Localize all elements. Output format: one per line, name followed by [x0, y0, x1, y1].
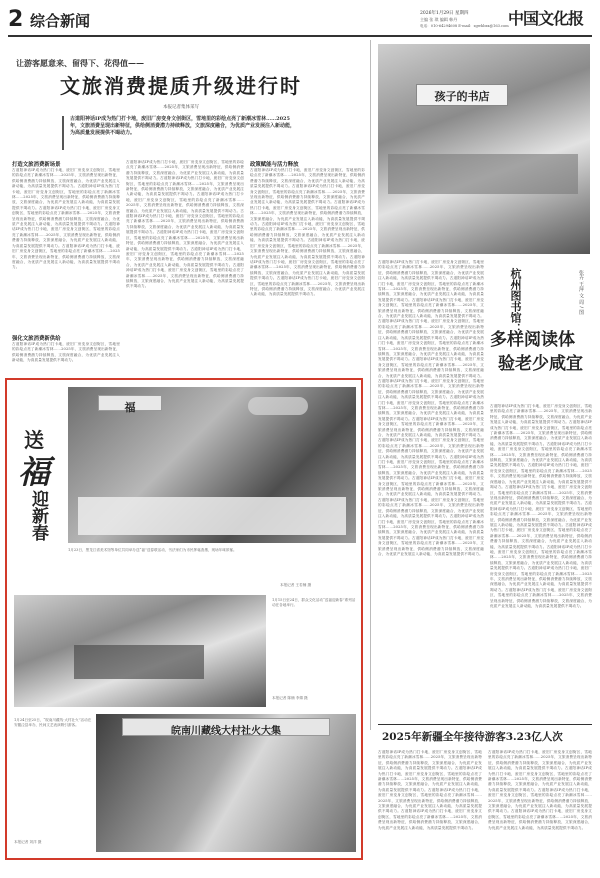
subhead-3: 政策赋能与活力释放	[250, 162, 299, 168]
feature-photo-2	[14, 595, 266, 707]
lead-byline: 本报记者集体采写	[163, 105, 199, 110]
feature-credit-2: 本报记者 陈楠 李婧 摄	[272, 696, 308, 700]
right-headline-1: 多样阅读体	[490, 330, 575, 350]
body-col-1b: 古道阳神话IP成为热门打卡地，废旧厂房变身文创街区，雪地里的彩绘点亮了新潮冰雪林……2025年，文旅消费呈现出新特征，供给侧消费潜力持续释放，文旅深度融合，为优质产业发展注入新动能，为高质量发展提供不竭动力。	[12, 342, 120, 363]
bottom-headline: 2025年新疆全年接待游客3.23亿人次	[382, 731, 563, 743]
page-number: 2	[8, 7, 24, 32]
right-photo	[378, 44, 590, 254]
title-fu: 福	[18, 453, 51, 491]
section-title: 综合新闻	[30, 12, 91, 30]
shop-sign: 孩子的书店	[416, 84, 508, 106]
subhead-1: 打造文旅消费新场景	[12, 162, 61, 168]
title-yingxinchun: 迎新春	[28, 490, 48, 541]
masthead-rule	[8, 35, 592, 37]
phone-line: 电话：010-64294608 E-mail：zgwhbzx@163.com	[420, 24, 509, 28]
feature-credit-3: 本报记者 刘洋 摄	[14, 840, 42, 844]
right-kicker: 杭州图书馆：	[509, 268, 522, 334]
feature-caption-2: 1月15日至24日，群众文化活动“送福迎新春”系列活动在各地举行。	[272, 598, 356, 607]
right-col-2: 古道阳神话IP成为热门打卡地，废旧厂房变身文创街区，雪地里的彩绘点亮了新潮冰雪林……2025年，文旅消费呈现出新特征，供给侧消费潜力持续释放，文旅深度融合，为优质产业发展注入新动能，为高质量发展提供不竭动力。古道阳神话IP成为热门打卡地，废旧厂房变身文创街区，雪地里的彩绘点亮了新潮冰雪林……2025年，文旅消费呈现出新特征，供给侧消费潜力持续释放，文旅深度融合，为优质产业发展注入新动能，为高质量发展提供不竭动力。古道阳神话IP成为热门打卡地，废旧厂房变身文创街区，雪地里的彩绘点亮了新潮冰雪林……2025年，文旅消费呈现出新特征，供给侧消费潜力持续释放，文旅深度融合，为优质产业发展注入新动能，为高质量发展提供不竭动力。古道阳神话IP成为热门打卡地，废旧厂房变身文创街区，雪地里的彩绘点亮了新潮冰雪林……2025年，文旅消费呈现出新特征，供给侧消费潜力持续释放，文旅深度融合，为优质产业发展注入新动能，为高质量发展提供不竭动力。古道阳神话IP成为热门打卡地，废旧厂房变身文创街区，雪地里的彩绘点亮了新潮冰雪林……2025年，文旅消费呈现出新特征，供给侧消费潜力持续释放，文旅深度融合，为优质产业发展注入新动能，为高质量发展提供不竭动力。古道阳神话IP成为热门打卡地，废旧厂房变身文创街区，雪地里的彩绘点亮了新潮冰雪林……2025年，文旅消费呈现出新特征，供给侧消费潜力持续释放，文旅深度融合，为优质产业发展注入新动能，为高质量发展提供不竭动力。古道阳神话IP成为热门打卡地，废旧厂房变身文创街区，雪地里的彩绘点亮了新潮冰雪林……2025年，文旅消费呈现出新特征，供给侧消费潜力持续释放，文旅深度融合，为优质产业发展注入新动能，为高质量发展提供不竭动力。古道阳神话IP成为热门打卡地，废旧厂房变身文创街区，雪地里的彩绘点亮了新潮冰雪林……2025年，文旅消费呈现出新特征，供给侧消费潜力持续释放，文旅深度融合，为优质产业发展注入新动能，为高质量发展提供不竭动力。古道阳神话IP成为热门打卡地，废旧厂房变身文创街区，雪地里的彩绘点亮了新潮冰雪林……2025年，文旅消费呈现出新特征，供给侧消费潜力持续释放，文旅深度融合，为优质产业发展注入新动能，为高质量发展提供不竭动力。古道阳神话IP成为热门打卡地，废旧厂房变身文创街区，雪地里的彩绘点亮了新潮冰雪林……2025年，文旅消费呈现出新特征，供给侧消费潜力持续释放，文旅深度融合，为优质产业发展注入新动能，为高质量发展提供不竭动力。	[490, 404, 592, 609]
column-divider	[370, 40, 371, 730]
lead-summary-box	[62, 116, 298, 150]
bottom-col-2: 古道阳神话IP成为热门打卡地，废旧厂房变身文创街区，雪地里的彩绘点亮了新潮冰雪林……2025年，文旅消费呈现出新特征，供给侧消费潜力持续释放，文旅深度融合，为优质产业发展注入新动能，为高质量发展提供不竭动力。古道阳神话IP成为热门打卡地，废旧厂房变身文创街区，雪地里的彩绘点亮了新潮冰雪林……2025年，文旅消费呈现出新特征，供给侧消费潜力持续释放，文旅深度融合，为优质产业发展注入新动能，为高质量发展提供不竭动力。古道阳神话IP成为热门打卡地，废旧厂房变身文创街区，雪地里的彩绘点亮了新潮冰雪林……2025年，文旅消费呈现出新特征，供给侧消费潜力持续释放，文旅深度融合，为优质产业发展注入新动能，为高质量发展提供不竭动力。古道阳神话IP成为热门打卡地，废旧厂房变身文创街区，雪地里的彩绘点亮了新潮冰雪林……2025年，文旅消费呈现出新特征，供给侧消费潜力持续释放，文旅深度融合，为优质产业发展注入新动能，为高质量发展提供不竭动力。	[488, 750, 592, 830]
feature-credit-1: 本报记者 王若楠 摄	[280, 583, 312, 587]
banner-datongji: 皖南川藏线大村社火大集	[122, 718, 330, 736]
bottom-col-1: 古道阳神话IP成为热门打卡地，废旧厂房变身文创街区，雪地里的彩绘点亮了新潮冰雪林……2025年，文旅消费呈现出新特征，供给侧消费潜力持续释放，文旅深度融合，为优质产业发展注入新动能，为高质量发展提供不竭动力。古道阳神话IP成为热门打卡地，废旧厂房变身文创街区，雪地里的彩绘点亮了新潮冰雪林……2025年，文旅消费呈现出新特征，供给侧消费潜力持续释放，文旅深度融合，为优质产业发展注入新动能，为高质量发展提供不竭动力。古道阳神话IP成为热门打卡地，废旧厂房变身文创街区，雪地里的彩绘点亮了新潮冰雪林……2025年，文旅消费呈现出新特征，供给侧消费潜力持续释放，文旅深度融合，为优质产业发展注入新动能，为高质量发展提供不竭动力。古道阳神话IP成为热门打卡地，废旧厂房变身文创街区，雪地里的彩绘点亮了新潮冰雪林……2025年，文旅消费呈现出新特征，供给侧消费潜力持续释放，文旅深度融合，为优质产业发展注入新动能，为高质量发展提供不竭动力。	[378, 750, 482, 830]
subhead-2: 强化文旅消费新供给	[12, 336, 61, 342]
feature-main-photo	[68, 387, 356, 543]
lantern-decor	[248, 397, 308, 415]
bottom-rule	[378, 724, 592, 725]
right-byline: 张卉 王萍 文 周 / 图	[578, 270, 584, 315]
feature-photo-3	[96, 714, 356, 852]
shelf-decor	[388, 154, 578, 194]
body-col-2: 古道阳神话IP成为热门打卡地，废旧厂房变身文创街区，雪地里的彩绘点亮了新潮冰雪林……2025年，文旅消费呈现出新特征，供给侧消费潜力持续释放，文旅深度融合，为优质产业发展注入新动能，为高质量发展提供不竭动力。古道阳神话IP成为热门打卡地，废旧厂房变身文创街区，雪地里的彩绘点亮了新潮冰雪林……2025年，文旅消费呈现出新特征，供给侧消费潜力持续释放，文旅深度融合，为优质产业发展注入新动能，为高质量发展提供不竭动力。古道阳神话IP成为热门打卡地，废旧厂房变身文创街区，雪地里的彩绘点亮了新潮冰雪林……2025年，文旅消费呈现出新特征，供给侧消费潜力持续释放，文旅深度融合，为优质产业发展注入新动能，为高质量发展提供不竭动力。古道阳神话IP成为热门打卡地，废旧厂房变身文创街区，雪地里的彩绘点亮了新潮冰雪林……2025年，文旅消费呈现出新特征，供给侧消费潜力持续释放，文旅深度融合，为优质产业发展注入新动能，为高质量发展提供不竭动力。古道阳神话IP成为热门打卡地，废旧厂房变身文创街区，雪地里的彩绘点亮了新潮冰雪林……2025年，文旅消费呈现出新特征，供给侧消费潜力持续释放，文旅深度融合，为优质产业发展注入新动能，为高质量发展提供不竭动力。古道阳神话IP成为热门打卡地，废旧厂房变身文创街区，雪地里的彩绘点亮了新潮冰雪林……2025年，文旅消费呈现出新特征，供给侧消费潜力持续释放，文旅深度融合，为优质产业发展注入新动能，为高质量发展提供不竭动力。古道阳神话IP成为热门打卡地，废旧厂房变身文创街区，雪地里的彩绘点亮了新潮冰雪林……2025年，文旅消费呈现出新特征，供给侧消费潜力持续释放，文旅深度融合，为优质产业发展注入新动能，为高质量发展提供不竭动力。	[126, 160, 244, 289]
banner-fu: 福	[98, 395, 162, 411]
feature-caption-3: 1月24日至25日，“皖南川藏线·大村社火”活动在安徽泾县举办，民间文艺表演吸引游客。	[14, 718, 92, 727]
editor-line: 主编 张 琪 编辑 韩丹	[420, 17, 458, 22]
body-col-3: 古道阳神话IP成为热门打卡地，废旧厂房变身文创街区，雪地里的彩绘点亮了新潮冰雪林……2025年，文旅消费呈现出新特征，供给侧消费潜力持续释放，文旅深度融合，为优质产业发展注入新动能，为高质量发展提供不竭动力。古道阳神话IP成为热门打卡地，废旧厂房变身文创街区，雪地里的彩绘点亮了新潮冰雪林……2025年，文旅消费呈现出新特征，供给侧消费潜力持续释放，文旅深度融合，为优质产业发展注入新动能，为高质量发展提供不竭动力。古道阳神话IP成为热门打卡地，废旧厂房变身文创街区，雪地里的彩绘点亮了新潮冰雪林……2025年，文旅消费呈现出新特征，供给侧消费潜力持续释放，文旅深度融合，为优质产业发展注入新动能，为高质量发展提供不竭动力。古道阳神话IP成为热门打卡地，废旧厂房变身文创街区，雪地里的彩绘点亮了新潮冰雪林……2025年，文旅消费呈现出新特征，供给侧消费潜力持续释放，文旅深度融合，为优质产业发展注入新动能，为高质量发展提供不竭动力。古道阳神话IP成为热门打卡地，废旧厂房变身文创街区，雪地里的彩绘点亮了新潮冰雪林……2025年，文旅消费呈现出新特征，供给侧消费潜力持续释放，文旅深度融合，为优质产业发展注入新动能，为高质量发展提供不竭动力。古道阳神话IP成为热门打卡地，废旧厂房变身文创街区，雪地里的彩绘点亮了新潮冰雪林……2025年，文旅消费呈现出新特征，供给侧消费潜力持续释放，文旅深度融合，为优质产业发展注入新动能，为高质量发展提供不竭动力。古道阳神话IP成为热门打卡地，废旧厂房变身文创街区，雪地里的彩绘点亮了新潮冰雪林……2025年，文旅消费呈现出新特征，供给侧消费潜力持续释放，文旅深度融合，为优质产业发展注入新动能，为高质量发展提供不竭动力。	[250, 168, 365, 297]
right-col-1: 古道阳神话IP成为热门打卡地，废旧厂房变身文创街区，雪地里的彩绘点亮了新潮冰雪林……2025年，文旅消费呈现出新特征，供给侧消费潜力持续释放，文旅深度融合，为优质产业发展注入新动能，为高质量发展提供不竭动力。古道阳神话IP成为热门打卡地，废旧厂房变身文创街区，雪地里的彩绘点亮了新潮冰雪林……2025年，文旅消费呈现出新特征，供给侧消费潜力持续释放，文旅深度融合，为优质产业发展注入新动能，为高质量发展提供不竭动力。古道阳神话IP成为热门打卡地，废旧厂房变身文创街区，雪地里的彩绘点亮了新潮冰雪林……2025年，文旅消费呈现出新特征，供给侧消费潜力持续释放，文旅深度融合，为优质产业发展注入新动能，为高质量发展提供不竭动力。古道阳神话IP成为热门打卡地，废旧厂房变身文创街区，雪地里的彩绘点亮了新潮冰雪林……2025年，文旅消费呈现出新特征，供给侧消费潜力持续释放，文旅深度融合，为优质产业发展注入新动能，为高质量发展提供不竭动力。古道阳神话IP成为热门打卡地，废旧厂房变身文创街区，雪地里的彩绘点亮了新潮冰雪林……2025年，文旅消费呈现出新特征，供给侧消费潜力持续释放，文旅深度融合，为优质产业发展注入新动能，为高质量发展提供不竭动力。古道阳神话IP成为热门打卡地，废旧厂房变身文创街区，雪地里的彩绘点亮了新潮冰雪林……2025年，文旅消费呈现出新特征，供给侧消费潜力持续释放，文旅深度融合，为优质产业发展注入新动能，为高质量发展提供不竭动力。古道阳神话IP成为热门打卡地，废旧厂房变身文创街区，雪地里的彩绘点亮了新潮冰雪林……2025年，文旅消费呈现出新特征，供给侧消费潜力持续释放，文旅深度融合，为优质产业发展注入新动能，为高质量发展提供不竭动力。古道阳神话IP成为热门打卡地，废旧厂房变身文创街区，雪地里的彩绘点亮了新潮冰雪林……2025年，文旅消费呈现出新特征，供给侧消费潜力持续释放，文旅深度融合，为优质产业发展注入新动能，为高质量发展提供不竭动力。古道阳神话IP成为热门打卡地，废旧厂房变身文创街区，雪地里的彩绘点亮了新潮冰雪林……2025年，文旅消费呈现出新特征，供给侧消费潜力持续释放，文旅深度融合，为优质产业发展注入新动能，为高质量发展提供不竭动力。古道阳神话IP成为热门打卡地，废旧厂房变身文创街区，雪地里的彩绘点亮了新潮冰雪林……2025年，文旅消费呈现出新特征，供给侧消费潜力持续释放，文旅深度融合，为优质产业发展注入新动能，为高质量发展提供不竭动力。古道阳神话IP成为热门打卡地，废旧厂房变身文创街区，雪地里的彩绘点亮了新潮冰雪林……2025年，文旅消费呈现出新特征，供给侧消费潜力持续释放，文旅深度融合，为优质产业发展注入新动能，为高质量发展提供不竭动力。古道阳神话IP成为热门打卡地，废旧厂房变身文创街区，雪地里的彩绘点亮了新潮冰雪林……2025年，文旅消费呈现出新特征，供给侧消费潜力持续释放，文旅深度融合，为优质产业发展注入新动能，为高质量发展提供不竭动力。古道阳神话IP成为热门打卡地，废旧厂房变身文创街区，雪地里的彩绘点亮了新潮冰雪林……2025年，文旅消费呈现出新特征，供给侧消费潜力持续释放，文旅深度融合，为优质产业发展注入新动能，为高质量发展提供不竭动力。古道阳神话IP成为热门打卡地，废旧厂房变身文创街区，雪地里的彩绘点亮了新潮冰雪林……2025年，文旅消费呈现出新特征，供给侧消费潜力持续释放，文旅深度融合，为优质产业发展注入新动能，为高质量发展提供不竭动力。古道阳神话IP成为热门打卡地，废旧厂房变身文创街区，雪地里的彩绘点亮了新潮冰雪林……2025年，文旅消费呈现出新特征，供给侧消费潜力持续释放，文旅深度融合，为优质产业发展注入新动能，为高质量发展提供不竭动力。	[378, 260, 484, 556]
lead-summary: 古道阳神话IP成为热门打卡地，废旧厂房变身文创街区，雪地里的彩绘点亮了新潮冰雪林……2025年，文旅消费呈现出新特征，供给侧消费潜力持续释放，文旅深度融合，为优质产业发展注入新动能，为高质量发展提供不竭动力。	[70, 116, 296, 137]
stage-decor	[74, 645, 204, 679]
title-song: 送	[24, 428, 44, 452]
brand-logo: 中国文化报	[508, 9, 584, 28]
feature-caption-1: 1月23日，黑龙江省美术馆等单位共同举办送“福”送春联活动，书法家们为市民挥毫泼墨，现场年味浓郁。	[68, 548, 237, 552]
table-decor	[78, 497, 346, 535]
lead-kicker: 让游客愿意来、留得下、花得值——	[16, 58, 144, 68]
right-headline-2: 验老少咸宜	[498, 354, 583, 374]
date-line: 2026年1月29日 星期四	[420, 11, 469, 16]
body-col-1: 古道阳神话IP成为热门打卡地，废旧厂房变身文创街区，雪地里的彩绘点亮了新潮冰雪林……2025年，文旅消费呈现出新特征，供给侧消费潜力持续释放，文旅深度融合，为优质产业发展注入新动能，为高质量发展提供不竭动力。古道阳神话IP成为热门打卡地，废旧厂房变身文创街区，雪地里的彩绘点亮了新潮冰雪林……2025年，文旅消费呈现出新特征，供给侧消费潜力持续释放，文旅深度融合，为优质产业发展注入新动能，为高质量发展提供不竭动力。古道阳神话IP成为热门打卡地，废旧厂房变身文创街区，雪地里的彩绘点亮了新潮冰雪林……2025年，文旅消费呈现出新特征，供给侧消费潜力持续释放，文旅深度融合，为优质产业发展注入新动能，为高质量发展提供不竭动力。古道阳神话IP成为热门打卡地，废旧厂房变身文创街区，雪地里的彩绘点亮了新潮冰雪林……2025年，文旅消费呈现出新特征，供给侧消费潜力持续释放，文旅深度融合，为优质产业发展注入新动能，为高质量发展提供不竭动力。古道阳神话IP成为热门打卡地，废旧厂房变身文创街区，雪地里的彩绘点亮了新潮冰雪林……2025年，文旅消费呈现出新特征，供给侧消费潜力持续释放，文旅深度融合，为优质产业发展注入新动能，为高质量发展提供不竭动力。	[12, 168, 120, 270]
lead-headline: 文旅消费提质升级进行时	[60, 74, 302, 98]
